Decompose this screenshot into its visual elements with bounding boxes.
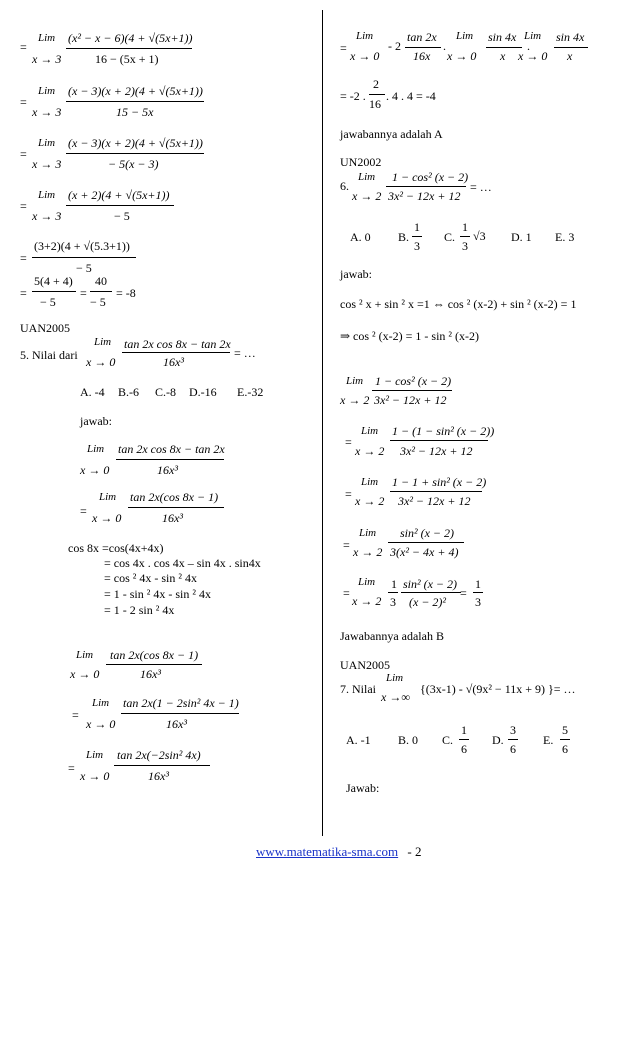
lim-subscript: x → 2 bbox=[352, 594, 382, 608]
fraction-numerator: tan 2x cos 8x − tan 2x bbox=[118, 442, 225, 456]
lim-operator: Lim bbox=[87, 443, 105, 455]
fraction-bar bbox=[386, 186, 466, 187]
fraction-bar bbox=[460, 236, 470, 237]
footer bbox=[256, 844, 421, 860]
fraction-denominator: 16x³ bbox=[140, 667, 161, 681]
lim-subscript: x → 0 bbox=[447, 49, 477, 63]
identity-line: ⇒ cos ² (x-2) = 1 - sin ² (x-2) bbox=[340, 329, 479, 343]
answer-heading: Jawab: bbox=[346, 781, 380, 795]
identity-line: = 1 - sin ² 4x - sin ² 4x bbox=[104, 587, 211, 601]
lim-operator: Lim bbox=[361, 425, 379, 437]
option-a: A. 0 bbox=[350, 230, 371, 244]
fraction-numerator: 1 − cos² (x − 2) bbox=[375, 374, 452, 388]
equals-sign: = bbox=[20, 251, 27, 265]
answer-heading: jawab: bbox=[80, 414, 112, 428]
fraction-denominator: 16x bbox=[413, 49, 431, 63]
lim-subscript: x → 3 bbox=[32, 157, 62, 171]
equals-sign: = bbox=[20, 286, 27, 300]
lim-subscript: x → 3 bbox=[32, 105, 62, 119]
footer-site-link[interactable]: www.matematika-sma.com bbox=[256, 844, 399, 859]
fraction-denominator: 3 bbox=[462, 239, 468, 253]
answer-statement: Jawabannya adalah B bbox=[340, 629, 444, 643]
equals-sign: = bbox=[343, 538, 350, 552]
fraction-denominator: x bbox=[500, 49, 506, 63]
answer-heading: jawab: bbox=[340, 267, 372, 281]
fraction-bar bbox=[32, 291, 76, 292]
fraction-bar bbox=[390, 440, 488, 441]
equals-sign: = bbox=[340, 41, 347, 55]
question-label: 5. Nilai dari bbox=[20, 348, 78, 362]
fraction-numerator: 5(4 + 4) bbox=[34, 274, 73, 288]
lim-operator: Lim bbox=[356, 30, 374, 42]
option-c: C. bbox=[442, 733, 454, 747]
fraction-numerator: 1 − cos² (x − 2) bbox=[392, 170, 469, 184]
fraction-denominator: − 5 bbox=[90, 295, 106, 309]
fraction-numerator: tan 2x cos 8x − tan 2x bbox=[124, 337, 231, 351]
fraction-denominator: 16 − (5x + 1) bbox=[95, 52, 159, 66]
fraction-numerator: (x − 3)(x + 2)(4 + √(5x+1)) bbox=[68, 84, 203, 98]
fraction-denominator: 16x³ bbox=[166, 717, 187, 731]
fraction-bar bbox=[372, 390, 452, 391]
equals-sign: = bbox=[345, 435, 352, 449]
computation-suffix: . 4 . 4 = -4 bbox=[386, 89, 436, 103]
fraction-bar bbox=[508, 739, 518, 740]
fraction-denominator: 3x² − 12x + 12 bbox=[374, 393, 447, 407]
page-number: - 2 bbox=[407, 844, 422, 859]
fraction-bar bbox=[66, 48, 192, 49]
coefficient: - 2 bbox=[388, 39, 401, 53]
fraction-numerator: (x² − x − 6)(4 + √(5x+1)) bbox=[68, 31, 193, 45]
option-a: A. -1 bbox=[346, 733, 371, 747]
fraction-bar bbox=[66, 153, 204, 154]
identity-line: cos 8x =cos(4x+4x) bbox=[68, 541, 164, 555]
equals-sign: = bbox=[68, 761, 75, 775]
lim-operator: Lim bbox=[524, 30, 542, 42]
identity-line: = cos 4x . cos 4x – sin 4x . sin4x bbox=[104, 556, 261, 570]
fraction-numerator: tan 2x(−2sin² 4x) bbox=[117, 748, 201, 762]
lim-operator: Lim bbox=[86, 749, 104, 761]
fraction-bar bbox=[369, 94, 385, 95]
option-e: E. 3 bbox=[555, 230, 575, 244]
fraction-numerator: tan 2x(cos 8x − 1) bbox=[130, 490, 219, 504]
lim-subscript: x →∞ bbox=[381, 690, 410, 704]
lim-subscript: x → 2 bbox=[340, 393, 370, 407]
fraction-denominator: 16x³ bbox=[157, 463, 178, 477]
equals-sign: = bbox=[72, 708, 79, 722]
fraction-bar bbox=[388, 592, 398, 593]
lim-subscript: x → 2 bbox=[355, 494, 385, 508]
dot-operator: . bbox=[443, 39, 446, 53]
identity-line: cos ² x + sin ² x =1 ⇔ cos ² (x-2) + sin ² (x-2) = 1 bbox=[340, 297, 577, 311]
answer-statement: jawabannya adalah A bbox=[340, 127, 443, 141]
lim-subscript: x → 0 bbox=[80, 769, 110, 783]
fraction-numerator: 2 bbox=[373, 77, 379, 91]
equals-sign: = bbox=[20, 147, 27, 161]
dot-operator: . bbox=[527, 39, 530, 53]
option-e: E. bbox=[543, 733, 554, 747]
fraction-denominator: 16x³ bbox=[148, 769, 169, 783]
fraction-denominator: − 5 bbox=[76, 261, 92, 275]
fraction-denominator: 3 bbox=[390, 595, 396, 609]
option-d: D. 1 bbox=[511, 230, 532, 244]
lim-subscript: x → 2 bbox=[353, 545, 383, 559]
lim-subscript: x → 3 bbox=[32, 52, 62, 66]
fraction-denominator: − 5 bbox=[40, 295, 56, 309]
fraction-denominator: − 5(x − 3) bbox=[108, 157, 159, 171]
equals-sign: = bbox=[343, 586, 350, 600]
fraction-numerator: (3+2)(4 + √(5.3+1)) bbox=[34, 239, 130, 253]
equals-sign: = bbox=[460, 586, 467, 600]
fraction-bar bbox=[114, 765, 210, 766]
fraction-bar bbox=[66, 205, 174, 206]
identity-line: = cos ² 4x - sin ² 4x bbox=[104, 571, 197, 585]
equals-sign: = bbox=[345, 487, 352, 501]
lim-operator: Lim bbox=[38, 189, 56, 201]
fraction-denominator: 16x³ bbox=[162, 511, 183, 525]
fraction-numerator: 3 bbox=[510, 723, 516, 737]
fraction-numerator: 1 − 1 + sin² (x − 2) bbox=[392, 475, 487, 489]
fraction-denominator: 3 bbox=[414, 239, 420, 253]
fraction-denominator: 3(x² − 4x + 4) bbox=[390, 545, 459, 559]
fraction-numerator: sin 4x bbox=[556, 30, 585, 44]
exam-source-label: UAN2005 bbox=[20, 321, 70, 335]
fraction-numerator: 40 bbox=[95, 274, 107, 288]
lim-operator: Lim bbox=[358, 576, 376, 588]
lim-operator: Lim bbox=[359, 527, 377, 539]
option-c: C. bbox=[444, 230, 456, 244]
option-c: C.-8 bbox=[155, 385, 176, 399]
lim-operator: Lim bbox=[358, 171, 376, 183]
fraction-bar bbox=[90, 291, 112, 292]
question-tail: = … bbox=[470, 180, 492, 194]
option-d: D. bbox=[492, 733, 504, 747]
fraction-numerator: (x − 3)(x + 2)(4 + √(5x+1)) bbox=[68, 136, 203, 150]
fraction-bar bbox=[554, 47, 588, 48]
fraction-bar bbox=[401, 592, 461, 593]
exam-source-label: UAN2005 bbox=[340, 658, 390, 672]
identity-line: = 1 - 2 sin ² 4x bbox=[104, 603, 175, 617]
lim-operator: Lim bbox=[38, 85, 56, 97]
fraction-denominator: 16 bbox=[369, 97, 381, 111]
fraction-denominator: 6 bbox=[510, 742, 516, 756]
fraction-numerator: 5 bbox=[562, 723, 568, 737]
fraction-numerator: 1 bbox=[475, 577, 481, 591]
equals-sign: = bbox=[20, 40, 27, 54]
fraction-bar bbox=[560, 739, 570, 740]
option-b: B. 0 bbox=[398, 733, 419, 747]
option-d: D.-16 bbox=[189, 385, 217, 399]
fraction-bar bbox=[486, 47, 522, 48]
fraction-numerator: (x + 2)(4 + √(5x+1)) bbox=[68, 188, 170, 202]
fraction-denominator: 3 bbox=[475, 595, 481, 609]
lim-subscript: x → 0 bbox=[518, 49, 548, 63]
option-b: B.-6 bbox=[118, 385, 139, 399]
exam-source-label: UN2002 bbox=[340, 155, 382, 169]
option-a: A. -4 bbox=[80, 385, 105, 399]
fraction-bar bbox=[122, 352, 230, 353]
root-value: √3 bbox=[473, 229, 486, 243]
equals-sign: = bbox=[20, 199, 27, 213]
column-divider bbox=[322, 10, 323, 836]
lim-operator: Lim bbox=[386, 672, 404, 684]
fraction-denominator: 3x² − 12x + 12 bbox=[398, 494, 471, 508]
fraction-numerator: 1 − (1 − sin² (x − 2)) bbox=[392, 424, 495, 438]
lim-operator: Lim bbox=[99, 491, 117, 503]
fraction-bar bbox=[405, 47, 441, 48]
fraction-denominator: (x − 2)² bbox=[409, 595, 447, 609]
fraction-bar bbox=[66, 101, 204, 102]
fraction-denominator: x bbox=[567, 49, 573, 63]
fraction-numerator: 1 bbox=[461, 723, 467, 737]
equals-sign: = bbox=[80, 504, 87, 518]
lim-subscript: x → 0 bbox=[92, 511, 122, 525]
question-label: 7. Nilai bbox=[340, 682, 376, 696]
question-tail: = … bbox=[234, 346, 256, 360]
fraction-numerator: sin² (x − 2) bbox=[400, 526, 455, 540]
fraction-bar bbox=[459, 739, 469, 740]
fraction-numerator: sin 4x bbox=[488, 30, 517, 44]
lim-subscript: x → 2 bbox=[355, 444, 385, 458]
fraction-denominator: 15 − 5x bbox=[116, 105, 154, 119]
lim-operator: Lim bbox=[38, 32, 56, 44]
question-label: 6. bbox=[340, 179, 349, 193]
fraction-bar bbox=[390, 491, 482, 492]
lim-operator: Lim bbox=[92, 697, 110, 709]
fraction-numerator: tan 2x(cos 8x − 1) bbox=[110, 648, 199, 662]
lim-operator: Lim bbox=[346, 375, 364, 387]
fraction-denominator: − 5 bbox=[114, 209, 130, 223]
computation-prefix: = -2 . bbox=[340, 89, 366, 103]
lim-subscript: x → 0 bbox=[86, 717, 116, 731]
fraction-bar bbox=[106, 664, 202, 665]
fraction-bar bbox=[121, 713, 239, 714]
fraction-numerator: tan 2x(1 − 2sin² 4x − 1) bbox=[123, 696, 239, 710]
fraction-numerator: tan 2x bbox=[407, 30, 437, 44]
lim-operator: Lim bbox=[38, 137, 56, 149]
lim-subscript: x → 3 bbox=[32, 209, 62, 223]
option-e: E.-32 bbox=[237, 385, 264, 399]
lim-operator: Lim bbox=[361, 476, 379, 488]
lim-subscript: x → 2 bbox=[352, 189, 382, 203]
option-b: B. bbox=[398, 230, 410, 244]
equals-sign: = bbox=[20, 95, 27, 109]
fraction-bar bbox=[473, 592, 483, 593]
fraction-denominator: 6 bbox=[461, 742, 467, 756]
lim-subscript: x → 0 bbox=[80, 463, 110, 477]
fraction-denominator: 3x² − 12x + 12 bbox=[400, 444, 473, 458]
fraction-numerator: 1 bbox=[462, 220, 468, 234]
lim-subscript: x → 0 bbox=[86, 355, 116, 369]
equals-sign: = bbox=[80, 286, 87, 300]
fraction-bar bbox=[388, 542, 464, 543]
fraction-bar bbox=[116, 459, 224, 460]
fraction-numerator: sin² (x − 2) bbox=[403, 577, 458, 591]
result-value: = -8 bbox=[116, 286, 136, 300]
fraction-denominator: 16x³ bbox=[163, 355, 184, 369]
fraction-numerator: 1 bbox=[391, 577, 397, 591]
lim-subscript: x → 0 bbox=[350, 49, 380, 63]
fraction-denominator: 6 bbox=[562, 742, 568, 756]
lim-operator: Lim bbox=[94, 336, 112, 348]
fraction-numerator: 1 bbox=[414, 220, 420, 234]
lim-operator: Lim bbox=[456, 30, 474, 42]
fraction-denominator: 3x² − 12x + 12 bbox=[388, 189, 461, 203]
fraction-bar bbox=[412, 236, 422, 237]
limit-expression: {(3x-1) - √(9x² − 11x + 9) }= … bbox=[420, 682, 576, 696]
lim-operator: Lim bbox=[76, 649, 94, 661]
fraction-bar bbox=[32, 257, 136, 258]
lim-subscript: x → 0 bbox=[70, 667, 100, 681]
fraction-bar bbox=[128, 507, 224, 508]
